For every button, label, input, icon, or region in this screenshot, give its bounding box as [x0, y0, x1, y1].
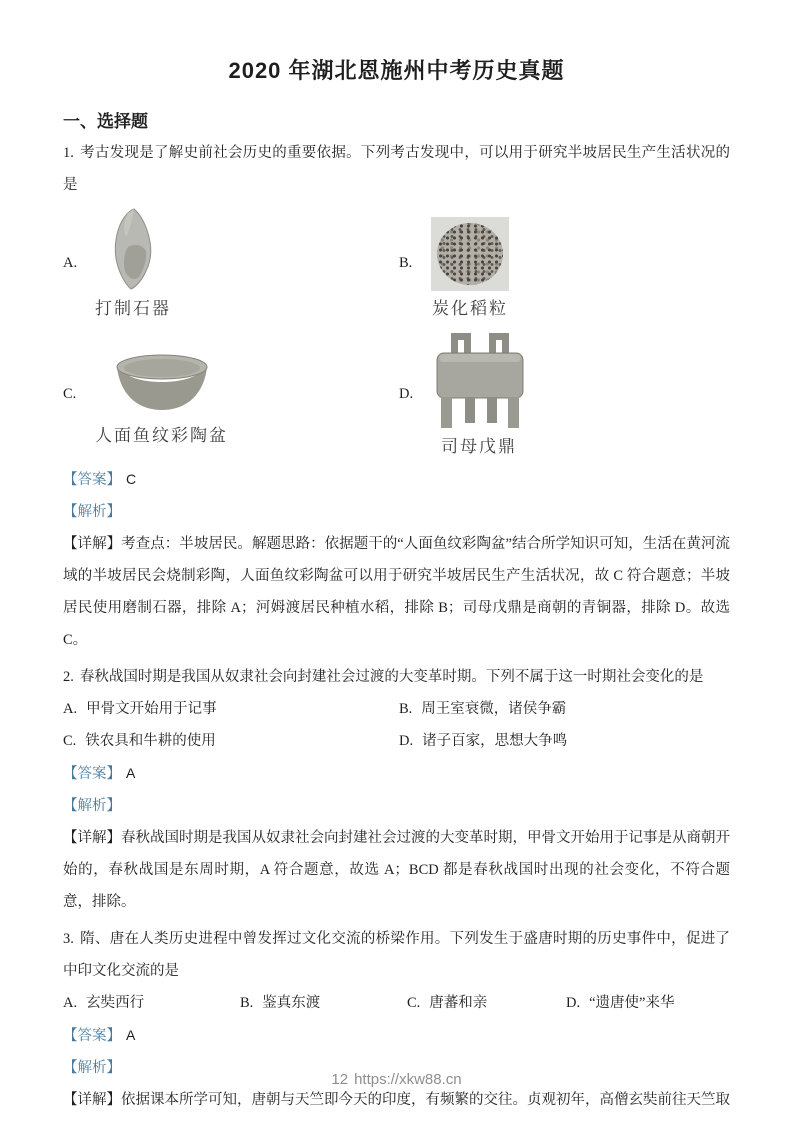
figure-option-c-body [95, 342, 228, 446]
question-1-answer-line [63, 463, 730, 496]
bronze-ding-image [431, 331, 527, 429]
footer-url: https://xkw88.cn [354, 1071, 462, 1088]
question-1-stem [63, 137, 730, 201]
question-2-option-b [399, 693, 730, 725]
figure-option-b-body [431, 207, 509, 319]
option-c-text: 铁农具和牛耕的使用 [85, 733, 216, 749]
figure-option-a-label: A. [63, 254, 78, 271]
question-3-options [63, 987, 730, 1019]
figure-option-a [63, 207, 399, 319]
analysis-marker: 【解析】 [63, 1060, 121, 1076]
pottery-basin-image [112, 342, 212, 418]
figure-option-c-label: C. [63, 385, 77, 402]
question-2-answer: A [126, 765, 136, 781]
option-d-text: 诸子百家，思想大争鸣 [422, 733, 568, 749]
question-3-answer: A [126, 1027, 136, 1043]
option-a-label: A. [63, 701, 78, 717]
question-2-answer-line [63, 757, 730, 790]
answer-marker: 【答案】 [63, 1028, 121, 1044]
option-b-text: 周王室衰微，诸侯争霸 [421, 701, 567, 717]
option-b-label: B. [399, 701, 413, 717]
question-2-option-d [399, 725, 730, 757]
figure-option-c-caption: 人面鱼纹彩陶盆 [95, 426, 228, 445]
answer-marker: 【答案】 [63, 766, 121, 782]
question-1-figure-options [63, 207, 730, 457]
option-d-text: “遗唐使”来华 [589, 995, 675, 1011]
figure-option-d [399, 331, 730, 457]
section-heading: 一、选择题 [63, 112, 148, 131]
question-3-stem [63, 923, 730, 987]
figure-option-b [399, 207, 730, 319]
option-a-text: 玄奘西行 [86, 995, 145, 1011]
option-a-text: 甲骨文开始用于记事 [86, 701, 217, 717]
question-1-answer: C [126, 471, 137, 487]
question-2-detail: 【详解】春秋战国时期是我国从奴隶社会向封建社会过渡的大变革时期，甲骨文开始用于记事是从商朝开始的，春秋战国是东周时期，A 符合题意，故选 A；BCD 都是春秋战国时出现的社会变化，不符合题意，排除。 [63, 830, 730, 910]
option-c-label: C. [407, 995, 421, 1011]
question-3-option-b [240, 987, 407, 1019]
answer-marker: 【答案】 [63, 472, 121, 488]
stone-tool-image [108, 207, 158, 291]
figure-option-a-body [95, 207, 171, 319]
option-d-label: D. [566, 995, 581, 1011]
question-2-option-c [63, 725, 399, 757]
question-3-text: 隋、唐在人类历史进程中曾发挥过文化交流的桥梁作用。下列发生于盛唐时期的历史事件中，促进了中印文化交流的是 [63, 931, 730, 979]
question-1-number: 1. [63, 145, 74, 161]
page-title: 2020 年湖北恩施州中考历史真题 [228, 58, 565, 83]
question-2-option-a [63, 693, 399, 725]
option-c-label: C. [63, 733, 77, 749]
question-1-analysis-line [63, 496, 730, 528]
question-3-option-c [407, 987, 566, 1019]
question-3-option-d [566, 987, 730, 1019]
option-b-text: 鉴真东渡 [262, 995, 321, 1011]
page-number: 12 [331, 1071, 349, 1088]
option-b-label: B. [240, 995, 254, 1011]
question-2-analysis-line [63, 790, 730, 822]
figure-option-a-caption: 打制石器 [95, 299, 171, 318]
question-3-option-a [63, 987, 240, 1019]
figure-option-d-body [431, 331, 527, 457]
option-c-text: 唐蕃和亲 [429, 995, 488, 1011]
figure-option-d-label: D. [399, 385, 414, 402]
rice-grains-image [431, 207, 509, 291]
analysis-marker: 【解析】 [63, 504, 121, 520]
figure-option-b-label: B. [399, 254, 413, 271]
figure-option-c [63, 331, 399, 457]
question-2-text: 春秋战国时期是我国从奴隶社会向封建社会过渡的大变革时期。下列不属于这一时期社会变化的是 [79, 669, 704, 685]
figure-option-b-caption: 炭化稻粒 [432, 299, 508, 318]
question-1-detail: 【详解】考查点：半坡居民。解题思路：依据题干的“人面鱼纹彩陶盆”结合所学知识可知，生活在黄河流域的半坡居民会烧制彩陶，人面鱼纹彩陶盆可以用于研究半坡居民生产生活状况，故 C 符合题意；半坡居民使用磨制石器，排除 A；河姆渡居民种植水稻，排除 B；司母戊鼎是商朝的青铜器，排除 D。故选 C。 [63, 536, 730, 648]
figure-option-d-caption: 司母戊鼎 [441, 437, 517, 456]
question-3-detail: 【详解】依据课本所学可知，唐朝与天竺即今天的印度，有频繁的交往。贞观初年，高僧玄奘前往天竺取 [63, 1092, 730, 1108]
question-2-stem [63, 661, 730, 693]
analysis-marker: 【解析】 [63, 798, 121, 814]
question-3-number: 3. [63, 931, 74, 947]
question-2-options [63, 693, 730, 757]
option-d-label: D. [399, 733, 414, 749]
question-3-answer-line [63, 1019, 730, 1052]
page-footer [0, 1071, 793, 1088]
question-2-number: 2. [63, 669, 74, 685]
question-1-text: 考古发现是了解史前社会历史的重要依据。下列考古发现中，可以用于研究半坡居民生产生活状况的是 [63, 145, 730, 193]
option-a-label: A. [63, 995, 78, 1011]
